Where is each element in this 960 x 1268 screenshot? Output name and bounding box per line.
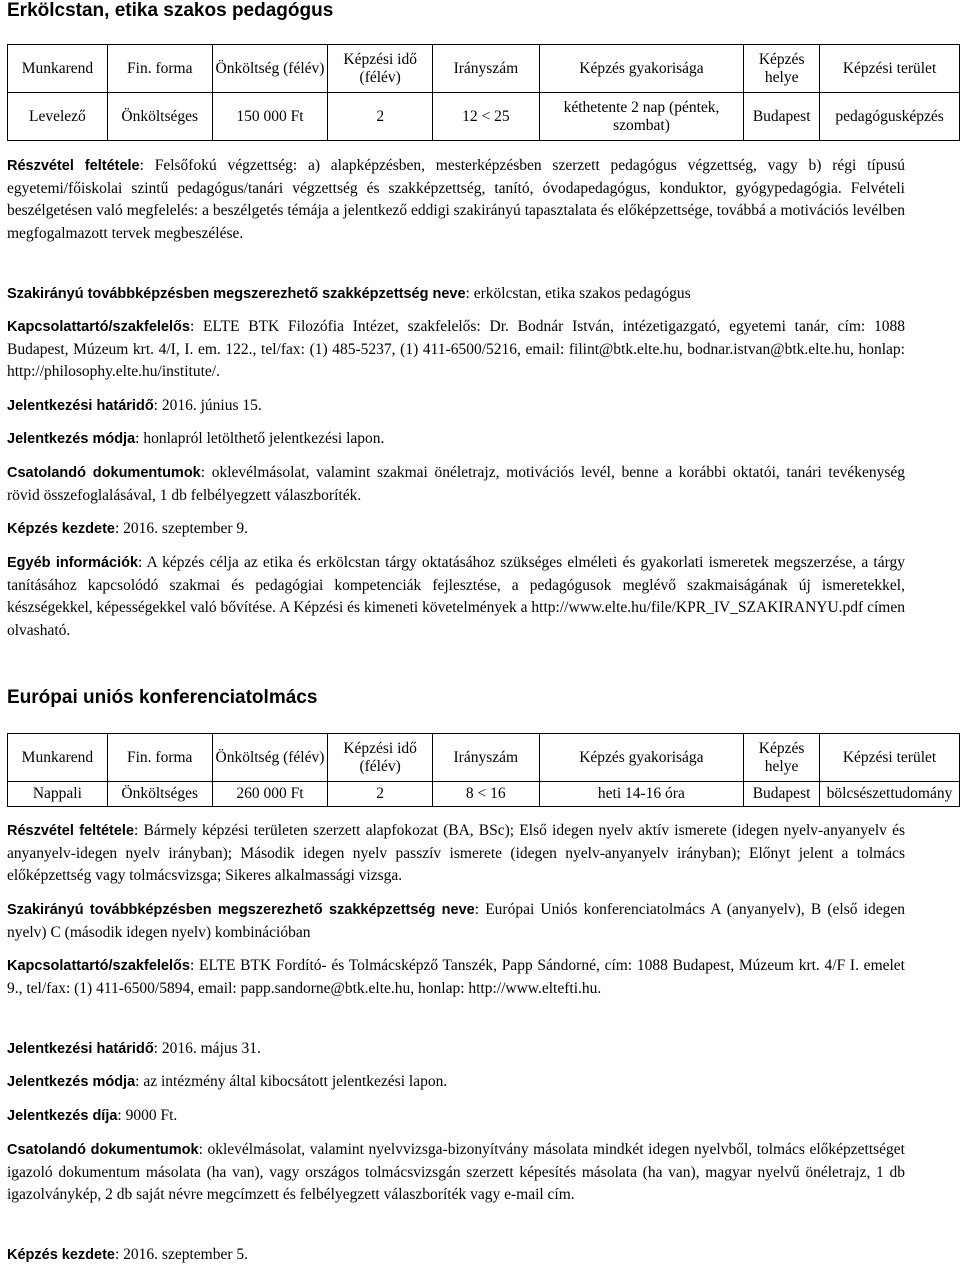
table-header-cell: Képzés gyakorisága <box>539 734 743 782</box>
field-value: : ELTE BTK Filozófia Intézet, szakfelelős: Dr. Bodnár István, intézetigazgató, egyetemi tanár, cím: 1088 Budapest, Múzeum krt. 4/I, I. em. 122., tel/fax: (1) 485-5237, (1) 411-6500/5216, email: filint@btk.elte.hu, bodnar.istvan@btk.elte.hu, honlap: http://philosophy.elte.hu/institute/. <box>7 318 905 380</box>
field-value: : az intézmény által kibocsátott jelentkezési lapon. <box>135 1073 448 1090</box>
table-header-cell: Képzés helye <box>744 734 820 782</box>
table-header-cell: Önköltség (félév) <box>212 45 328 93</box>
field-label: Jelentkezés díja <box>7 1108 118 1124</box>
program1-requirements <box>7 155 905 245</box>
table-cell: 8 < 16 <box>432 782 539 807</box>
field-value: : erkölcstan, etika szakos pedagógus <box>465 285 691 302</box>
program2-deadline <box>7 1038 905 1061</box>
program1-title: Erkölcstan, etika szakos pedagógus <box>7 0 334 21</box>
field-value: : 9000 Ft. <box>117 1107 178 1124</box>
table-header-cell: Képzési idő (félév) <box>328 45 433 93</box>
table-cell: Önköltséges <box>107 782 212 807</box>
field-label: Csatolandó dokumentumok <box>7 1142 199 1158</box>
table-cell: Nappali <box>8 782 108 807</box>
field-value: : honlapról letölthető jelentkezési lapon. <box>135 430 385 447</box>
program1-start <box>7 518 905 541</box>
program1-table <box>7 44 960 141</box>
table-cell: Önköltséges <box>107 93 212 141</box>
table-header-row <box>8 734 960 782</box>
program2-documents <box>7 1139 905 1207</box>
program2-fee <box>7 1105 905 1128</box>
field-label: Képzés kezdete <box>7 521 115 537</box>
field-label: Jelentkezés módja <box>7 431 136 447</box>
field-label: Kapcsolattartó/szakfelelős <box>7 319 190 335</box>
program2-requirements <box>7 820 905 888</box>
field-label: Jelentkezés módja <box>7 1074 136 1090</box>
program1-documents <box>7 462 905 507</box>
field-label: Egyéb információk <box>7 555 139 571</box>
table-cell: pedagógusképzés <box>820 93 960 141</box>
field-label: Szakirányú továbbképzésben megszerezhető szakképzettség neve <box>7 286 466 302</box>
table-row <box>8 782 960 807</box>
table-header-cell: Munkarend <box>8 45 108 93</box>
table-cell: Levelező <box>8 93 108 141</box>
program1-contact <box>7 316 905 384</box>
field-label: Részvétel feltétele <box>7 158 140 174</box>
table-header-cell: Képzési idő (félév) <box>328 734 433 782</box>
table-header-cell: Képzés gyakorisága <box>539 45 743 93</box>
table-cell: Budapest <box>744 93 820 141</box>
table-row <box>8 93 960 141</box>
table-header-cell: Képzési terület <box>820 734 960 782</box>
table-header-cell: Önköltség (félév) <box>212 734 328 782</box>
field-value: : Európai Uniós konferenciatolmács A (anyanyelv), B (első idegen nyelv) C (második idegen nyelv) kombinációban <box>7 901 905 941</box>
program2-start <box>7 1244 905 1267</box>
field-label: Képzés kezdete <box>7 1247 115 1263</box>
field-value: : 2016. szeptember 9. <box>115 520 249 537</box>
program1-qualification <box>7 283 905 306</box>
field-value: : 2016. szeptember 5. <box>115 1246 249 1263</box>
field-label: Csatolandó dokumentumok <box>7 465 201 481</box>
field-label: Szakirányú továbbképzésben megszerezhető szakképzettség neve <box>7 902 475 918</box>
field-value: : ELTE BTK Fordító- és Tolmácsképző Tanszék, Papp Sándorné, cím: 1088 Budapest, Múzeum krt. 4/F I. emelet 9., tel/fax: (1) 411-6500/5894, email: papp.sandorne@btk.elte.hu, honlap: http://www.eltefti.hu. <box>7 957 905 997</box>
table-header-cell: Fin. forma <box>107 45 212 93</box>
program2-title: Európai uniós konferenciatolmács <box>7 687 318 708</box>
program2-contact <box>7 955 905 1000</box>
table-cell: 12 < 25 <box>433 93 540 141</box>
table-header-cell: Képzés helye <box>744 45 820 93</box>
table-cell: bölcsészettudomány <box>820 782 960 807</box>
field-value: : oklevélmásolat, valamint nyelvvizsga-bizonyítvány másolata mindkét idegen nyelvből, tolmács előképzettséget igazoló dokumentum másolata (ha van), vagy országos tolmácsvizsgán szerzett képesítés másolata (ha van), magyar nyelvű önéletrajz, 1 db igazolványkép, 2 db saját névre megcímzett és felbélyegzett válaszboríték vagy e-mail cím. <box>7 1141 905 1203</box>
table-cell: 2 <box>328 93 433 141</box>
table-header-row <box>8 45 960 93</box>
table-header-cell: Fin. forma <box>107 734 212 782</box>
field-value: : 2016. június 15. <box>153 397 262 414</box>
field-value: : A képzés célja az etika és erkölcstan tárgy oktatásához szükséges elméleti és gyakorlati ismeretek megszerzése, a tárgy tanításához kapcsolódó szakmai és pedagógiai kompetenciák fejlesztése, a pedagógusok meglévő szakmaiságának új ismeretekkel, készségekkel, képességekkel való bővítése. A Képzési és kimeneti követelmények a http://www.elte.hu/file/KPR_IV_SZAKIRANYU.pdf címen olvasható. <box>7 554 905 639</box>
table-cell: 150 000 Ft <box>212 93 328 141</box>
program1-other-info <box>7 552 905 642</box>
field-label: Jelentkezési határidő <box>7 1041 154 1057</box>
field-label: Kapcsolattartó/szakfelelős <box>7 958 190 974</box>
table-cell: 260 000 Ft <box>212 782 328 807</box>
field-value: : Bármely képzési területen szerzett alapfokozat (BA, BSc); Első idegen nyelv aktív ismerete (idegen nyelv-anyanyelv és anyanyelv-idegen nyelv irányban); Második idegen nyelv passzív ismerete (idegen nyelv-anyanyelv irányban); Előnyt jelent a tolmács előképzettség vagy tolmácsvizsga; Sikeres alkalmassági vizsga. <box>7 822 905 884</box>
table-cell: kéthetente 2 nap (péntek, szombat) <box>539 93 743 141</box>
table-header-cell: Irányszám <box>433 45 540 93</box>
table-cell: heti 14-16 óra <box>539 782 743 807</box>
field-value: : oklevélmásolat, valamint szakmai önéletrajz, motivációs levél, benne a korábbi oktatói, tanári tevékenység rövid összefoglalásával, 1 db felbélyegzett válaszboríték. <box>7 464 905 504</box>
program2-table <box>7 733 960 807</box>
table-cell: Budapest <box>744 782 820 807</box>
table-header-cell: Irányszám <box>432 734 539 782</box>
field-value: : Felsőfokú végzettség: a) alapképzésben, mesterképzésben szerzett pedagógus végzettség, vagy b) régi típusú egyetemi/főiskolai szintű pedagógus/tanári végzettség és szakképzettség, tanító, óvodapedagógus, konduktor, gyógypedagógia. Felvételi beszélgetésen való megfelelés: a beszélgetés témája a jelentkező eddigi szakirányú tapasztalata és előképzettsége, továbbá a motivációs levélben megfogalmazott tervek megbeszélése. <box>7 157 905 242</box>
program2-application-method <box>7 1071 905 1094</box>
program2-qualification <box>7 899 905 944</box>
field-label: Részvétel feltétele <box>7 823 135 839</box>
table-cell: 2 <box>328 782 433 807</box>
program1-application-method <box>7 428 905 451</box>
table-header-cell: Munkarend <box>8 734 108 782</box>
field-value: : 2016. május 31. <box>153 1040 261 1057</box>
field-label: Jelentkezési határidő <box>7 398 154 414</box>
program1-deadline <box>7 395 905 418</box>
table-header-cell: Képzési terület <box>820 45 960 93</box>
